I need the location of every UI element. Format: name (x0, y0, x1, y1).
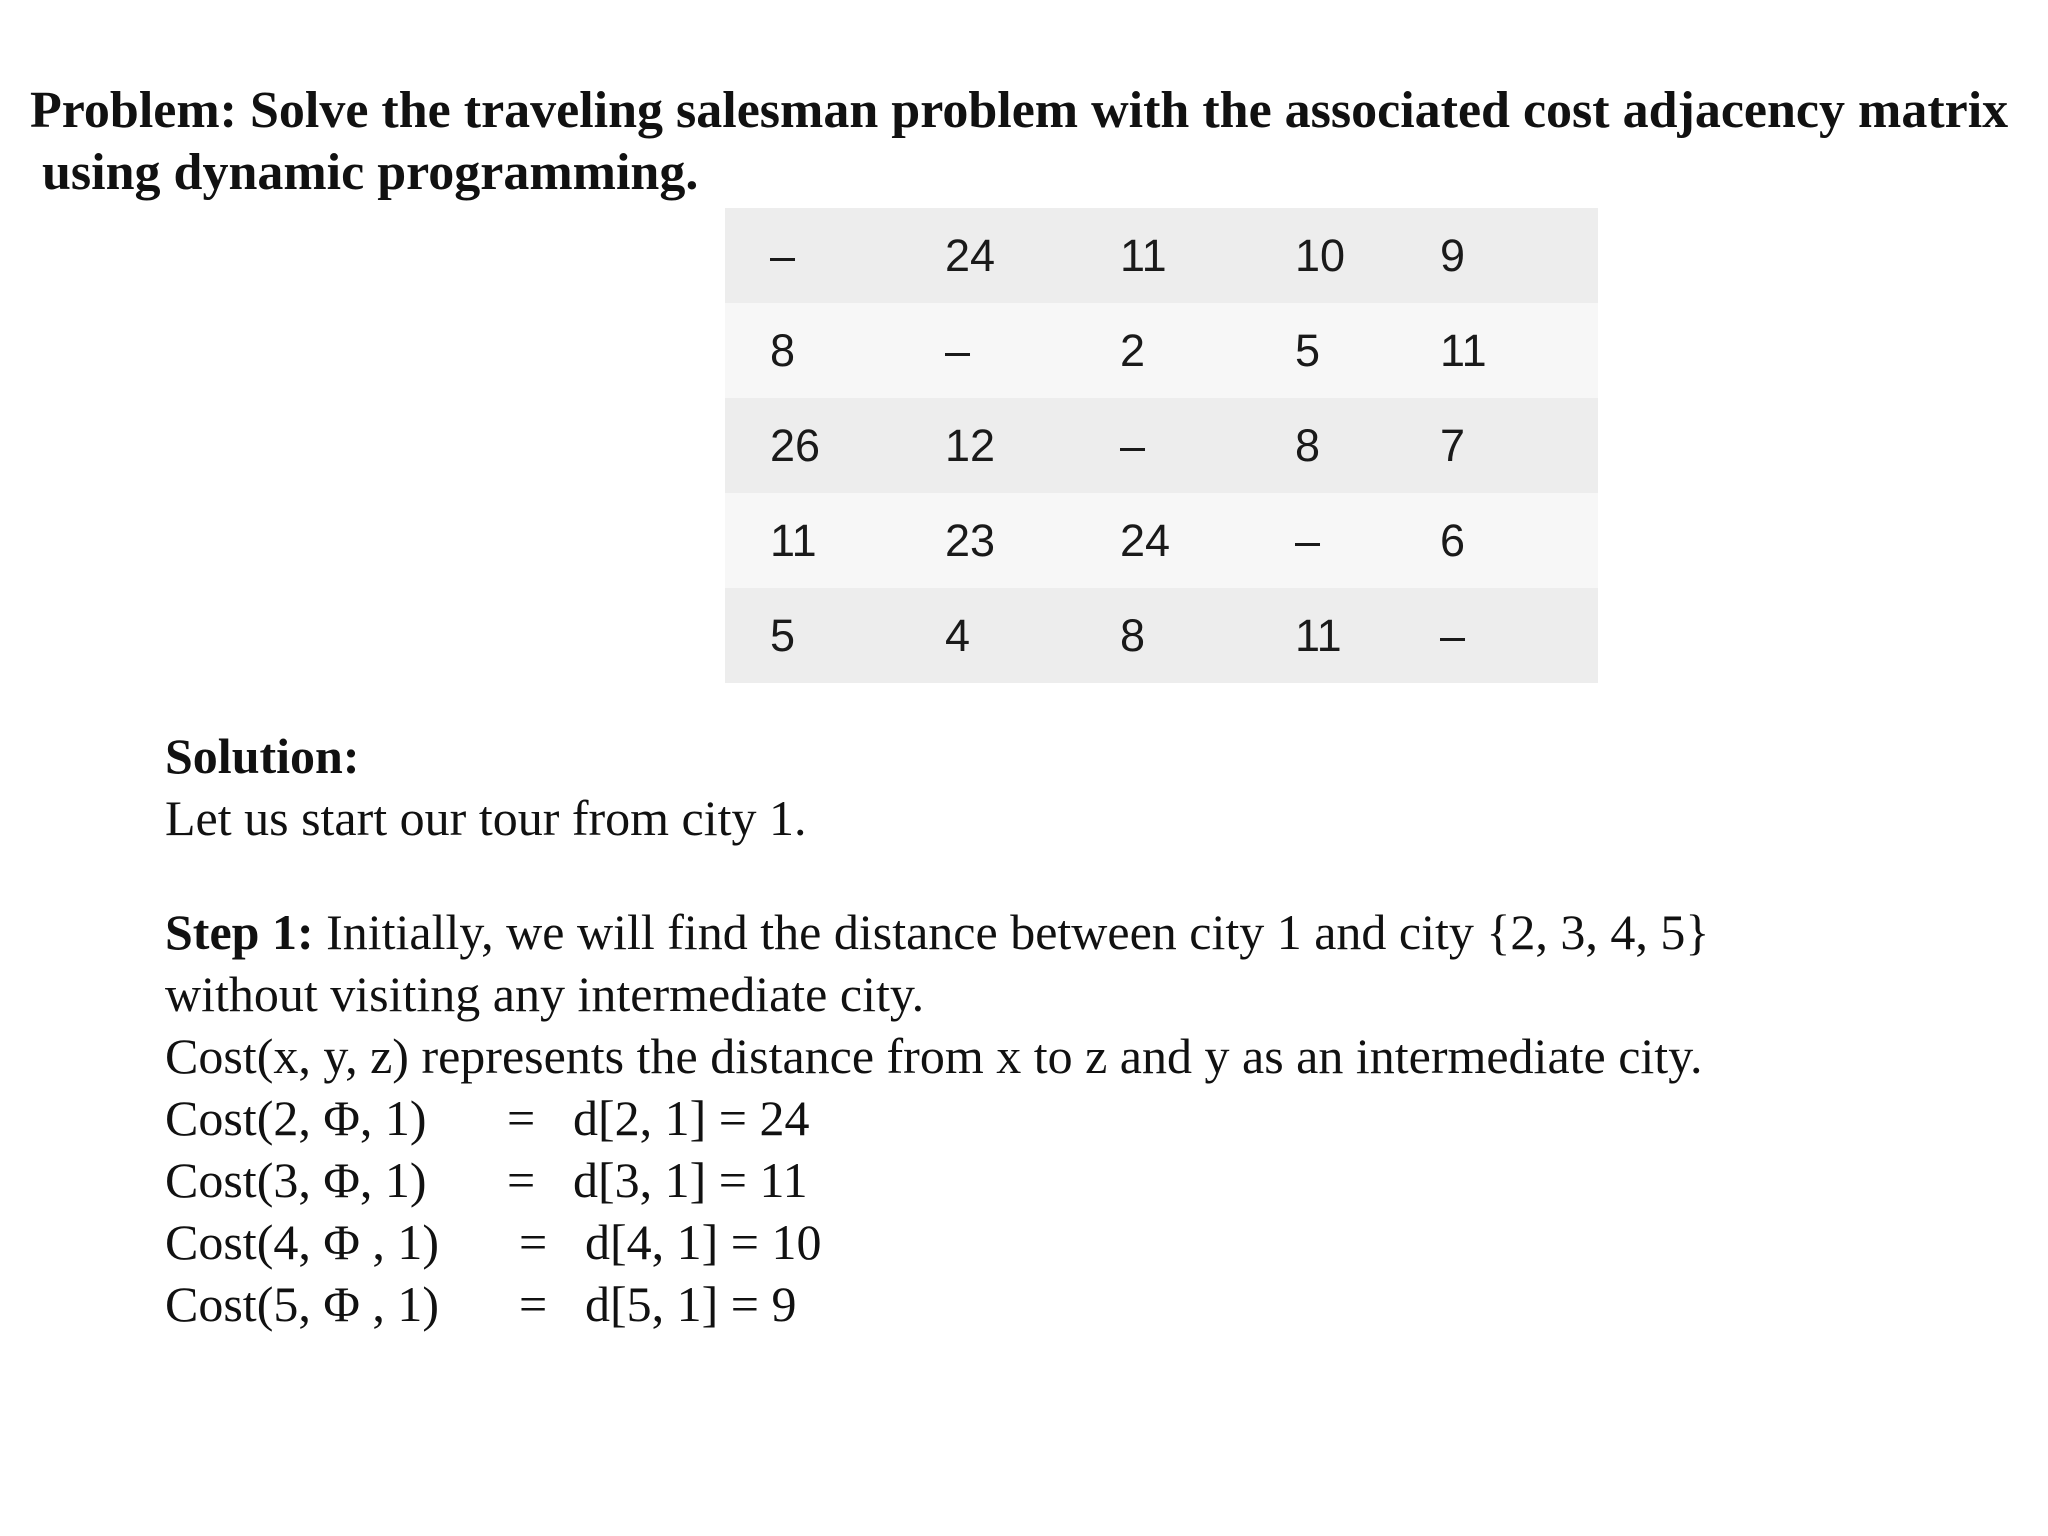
cost-rhs: d[4, 1] = 10 (585, 1214, 822, 1270)
matrix-cell: 2 (1120, 324, 1146, 376)
matrix-cell: 10 (1295, 229, 1346, 281)
matrix-cell: – (945, 324, 971, 376)
matrix-cell: 9 (1440, 229, 1466, 281)
matrix-cell: – (1120, 419, 1146, 471)
step-1-text: Initially, we will find the distance between city 1 and city {2, 3, 4, 5} (313, 904, 1710, 960)
cost-equation (165, 1087, 2025, 1149)
cost-definition: Cost(x, y, z) represents the distance from x to z and y as an intermediate city. (165, 1028, 1703, 1084)
cost-equation (165, 1273, 2025, 1335)
matrix-cell: 12 (945, 419, 996, 471)
matrix-cell: 5 (770, 609, 796, 661)
problem-statement (30, 80, 2020, 204)
problem-line-2: using dynamic programming. (42, 144, 699, 201)
step-1-line (165, 901, 2025, 963)
matrix-cell: 11 (1120, 229, 1167, 281)
spacer (165, 849, 2025, 901)
solution-intro: Let us start our tour from city 1. (165, 790, 807, 846)
equals-sign: = (507, 1152, 536, 1208)
matrix-cell: – (1295, 514, 1321, 566)
matrix-cell: – (1440, 609, 1466, 661)
cost-adjacency-matrix (725, 208, 1598, 683)
cost-equation (165, 1211, 2025, 1273)
step-1-continuation: without visiting any intermediate city. (165, 966, 925, 1022)
matrix-cell: 8 (1120, 609, 1146, 661)
cost-lhs: Cost(4, Φ , 1) (165, 1214, 440, 1270)
matrix-cell: 8 (770, 324, 796, 376)
matrix-row (725, 588, 1598, 683)
matrix-row (725, 398, 1598, 493)
matrix-cell: – (770, 229, 796, 281)
cost-lhs: Cost(3, Φ, 1) (165, 1152, 427, 1208)
matrix-cell: 23 (945, 514, 996, 566)
equals-sign: = (519, 1214, 548, 1270)
cost-rhs: d[5, 1] = 9 (585, 1276, 797, 1332)
cost-equation (165, 1149, 2025, 1211)
solution-section (165, 725, 2025, 1335)
solution-heading: Solution: (165, 728, 360, 784)
cost-rhs: d[2, 1] = 24 (573, 1090, 810, 1146)
cost-lhs: Cost(2, Φ, 1) (165, 1090, 427, 1146)
matrix-row (725, 208, 1598, 303)
matrix-cell: 8 (1295, 419, 1321, 471)
cost-rhs: d[3, 1] = 11 (573, 1152, 808, 1208)
matrix-cell: 11 (1440, 324, 1487, 376)
problem-line-1: Problem: Solve the traveling salesman problem with the associated cost adjacency matrix (30, 82, 2009, 139)
matrix-cell: 24 (945, 229, 996, 281)
cost-lhs: Cost(5, Φ , 1) (165, 1276, 440, 1332)
matrix-cell: 7 (1440, 419, 1466, 471)
matrix-cell: 24 (1120, 514, 1171, 566)
matrix-cell: 5 (1295, 324, 1321, 376)
step-1-label: Step 1: (165, 904, 314, 960)
equals-sign: = (507, 1090, 536, 1146)
matrix-row (725, 303, 1598, 398)
matrix-cell: 4 (945, 609, 971, 661)
equals-sign: = (519, 1276, 548, 1332)
matrix-cell: 11 (1295, 609, 1342, 661)
matrix-cell: 11 (770, 514, 817, 566)
matrix-cell: 26 (770, 419, 821, 471)
matrix-cell: 6 (1440, 514, 1466, 566)
matrix-row (725, 493, 1598, 588)
